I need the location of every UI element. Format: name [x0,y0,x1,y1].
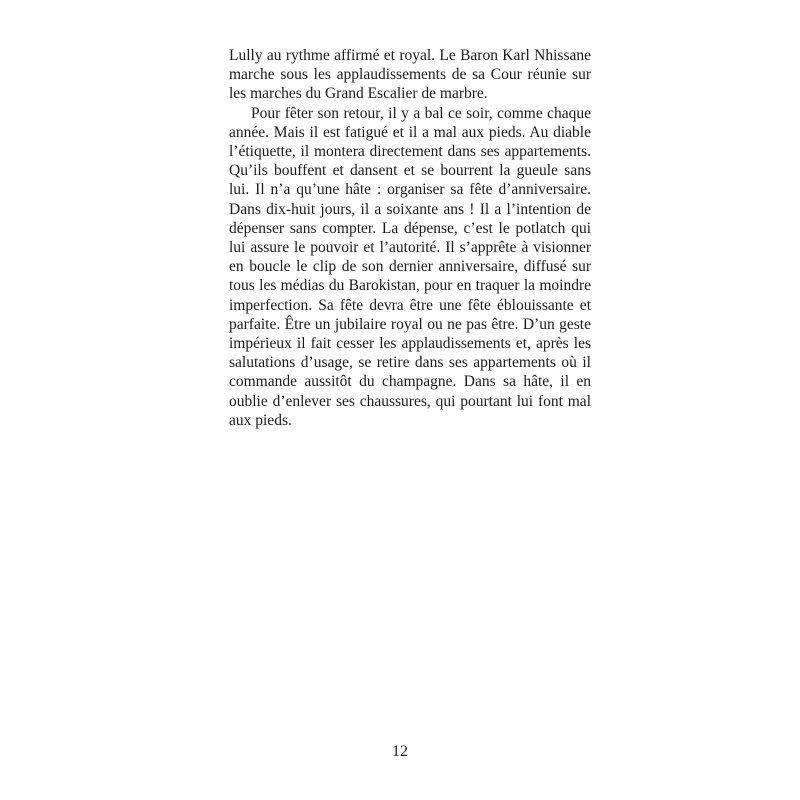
body-text [229,46,591,430]
page-number: 12 [392,743,408,760]
paragraph-continuation: Lully au rythme affirmé et royal. Le Baron Karl Nhissane marche sous les applaudissements de sa Cour réunie sur les marches du Grand Escalier de marbre. [229,47,591,103]
paragraph: Pour fêter son retour, il y a bal ce soir, comme chaque année. Mais il est fatigué et il a mal aux pieds. Au diable l’étiquette, il montera directement dans ses appartements. Qu’ils bouffent et dansent et se bourrent la gueule sans lui. Il n’a qu’une hâte : organiser sa fête d’anniversaire. Dans dix-huit jours, il a soixante ans ! Il a l’intention de dépenser sans compter. La dépense, c’est le potlatch qui lui assure le pouvoir et l’autorité. Il s’apprête à visionner en boucle le clip de son dernier anniversaire, diffusé sur tous les médias du Barokistan, pour en traquer la moindre imperfection. Sa fête devra être une fête éblouissante et parfaite. Être un jubilaire royal ou ne pas être. D’un geste impérieux il fait cesser les applaudissements et, après les salutations d’usage, se retire dans ses appartements où il commande aussitôt du champagne. Dans sa hâte, il en oublie d’enlever ses chaussures, qui pourtant lui font mal aux pieds. [229,104,591,429]
